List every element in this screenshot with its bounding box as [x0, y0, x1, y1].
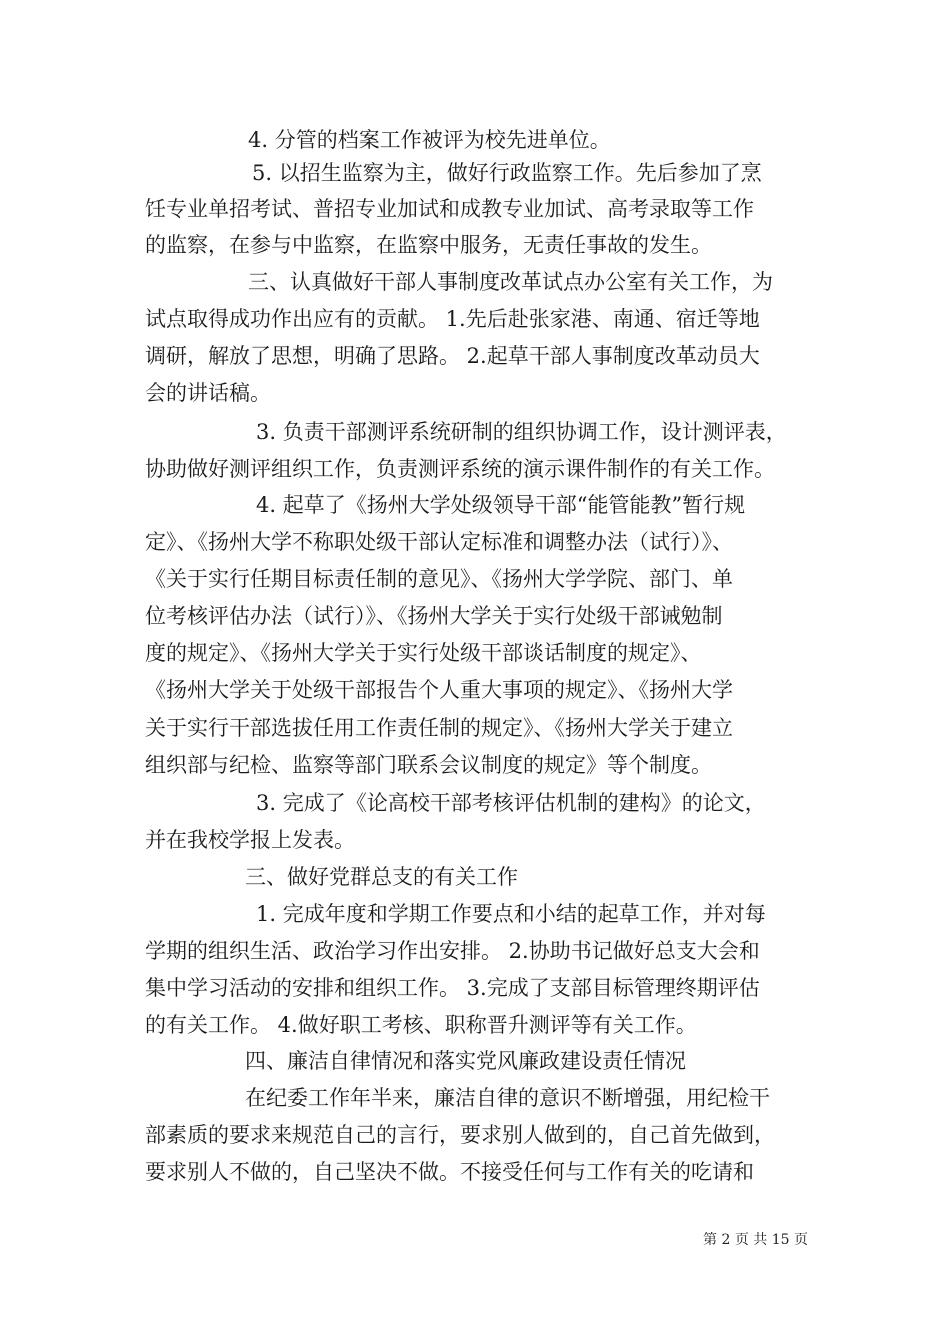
text-line: 3. 完成了《论高校干部考核评估机制的建构》的论文，	[256, 791, 766, 815]
text-line: 5. 以招生监察为主，做好行政监察工作。先后参加了烹	[252, 161, 762, 185]
text-line: 三、认真做好干部人事制度改革试点办公室有关工作，为	[248, 270, 773, 294]
section-heading: 三、做好党群总支的有关工作	[245, 865, 518, 889]
text-line: 度的规定》、《扬州大学关于实行处级干部谈话制度的规定》、	[145, 641, 702, 665]
page-number-footer: 第 2 页 共 15 页	[703, 1232, 808, 1248]
text-line: 要求别人不做的，自己坚决不做。不接受任何与工作有关的吃请和	[145, 1160, 754, 1184]
text-line: 调研，解放了思想，明确了思路。 2.起草干部人事制度改革动员大	[145, 344, 760, 368]
text-line: 协助做好测评组织工作，负责测评系统的演示课件制作的有关工作。	[145, 457, 775, 481]
text-line: 组织部与纪检、监察等部门联系会议制度的规定》等个制度。	[145, 753, 712, 777]
section-heading: 四、廉洁自律情况和落实党风廉政建设责任情况	[245, 1049, 686, 1073]
text-line: 4. 分管的档案工作被评为校先进单位。	[248, 128, 611, 152]
text-line: 1. 完成年度和学期工作要点和小结的起草工作，并对每	[256, 902, 766, 926]
text-line: 会的讲话稿。	[145, 381, 271, 405]
text-line: 集中学习活动的安排和组织工作。 3.完成了支部目标管理终期评估	[145, 976, 760, 1000]
text-line: 位考核评估办法（试行）》、《扬州大学关于实行处级干部诫勉制	[145, 604, 723, 628]
text-line: 关于实行干部选拔任用工作责任制的规定》、《扬州大学关于建立	[145, 716, 733, 740]
text-line: 并在我校学报上发表。	[145, 828, 355, 852]
text-line: 《扬州大学关于处级干部报告个人重大事项的规定》、《扬州大学	[145, 678, 733, 702]
text-line: 《关于实行任期目标责任制的意见》、《扬州大学学院、部门、单	[145, 567, 733, 591]
text-line: 试点取得成功作出应有的贡献。 1.先后赴张家港、南通、宿迁等地	[145, 307, 760, 331]
text-line: 3. 负责干部测评系统研制的组织协调工作，设计测评表，	[256, 420, 787, 444]
text-line: 在纪委工作年半来，廉洁自律的意识不断增强，用纪检干	[245, 1086, 770, 1110]
text-line: 部素质的要求来规范自己的言行，要求别人做到的，自己首先做到，	[145, 1123, 775, 1147]
text-line: 4. 起草了《扬州大学处级领导干部“能管能教”暂行规	[256, 493, 746, 517]
text-line: 的监察，在参与中监察，在监察中服务，无责任事故的发生。	[145, 233, 712, 257]
text-line: 饪专业单招考试、普招专业加试和成教专业加试、高考录取等工作	[145, 197, 754, 221]
text-line: 学期的组织生活、政治学习作出安排。 2.协助书记做好总支大会和	[145, 939, 760, 963]
text-line: 的有关工作。 4.做好职工考核、职称晋升测评等有关工作。	[145, 1013, 697, 1037]
text-line: 定》、《扬州大学不称职处级干部认定标准和调整办法（试行）》、	[145, 530, 733, 554]
